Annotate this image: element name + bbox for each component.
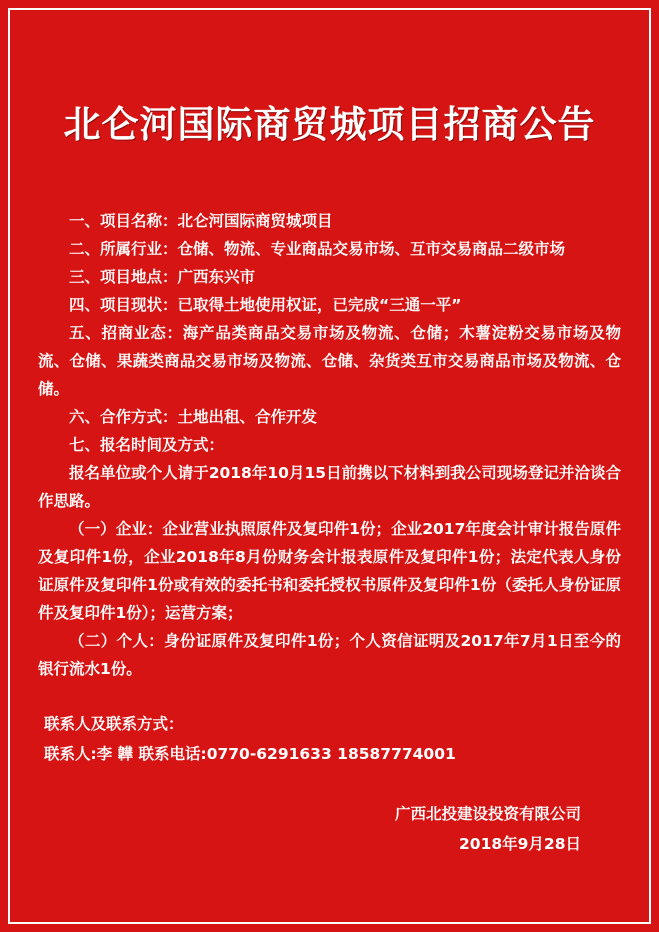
paragraph-registration-detail: 报名单位或个人请于2018年10月15日前携以下材料到我公司现场登记并洽谈合作思路。 [38, 464, 621, 511]
paragraph-business-types: 五、招商业态：海产品类商品交易市场及物流、仓储；木薯淀粉交易市场及物流、仓储、果蔬类商品交易市场及物流、仓储、杂货类互市交易商品市场及物流、仓储。 [38, 324, 621, 399]
poster-content [8, 8, 651, 924]
signature-company: 广西北投建设投资有限公司 [394, 805, 581, 824]
paragraph-industry: 二、所属行业：仓储、物流、专业商品交易市场、互市交易商品二级市场 [69, 240, 566, 259]
contact-details: 联系人:李 韡 联系电话:0770-6291633 18587774001 [44, 745, 456, 764]
paragraph-status: 四、项目现状：已取得土地使用权证，已完成“三通一平” [69, 296, 462, 315]
signature-section [38, 799, 621, 859]
contact-section [38, 709, 621, 769]
paragraph-location: 三、项目地点：广西东兴市 [69, 268, 256, 287]
announcement-body [38, 207, 621, 683]
page-title: 北仑河国际商贸城项目招商公告 [63, 103, 596, 146]
paragraph-individual-materials: （二）个人：身份证原件及复印件1份；个人资信证明及2017年7月1日至今的银行流水1份。 [38, 632, 621, 679]
paragraph-cooperation: 六、合作方式：土地出租、合作开发 [69, 408, 318, 427]
paragraph-registration-heading: 七、报名时间及方式： [69, 436, 225, 455]
paragraph-project-name: 一、项目名称：北仑河国际商贸城项目 [69, 212, 333, 231]
signature-date: 2018年9月28日 [459, 835, 581, 854]
paragraph-enterprise-materials: （一）企业：企业营业执照原件及复印件1份；企业2017年度会计审计报告原件及复印件1份，企业2018年8月份财务会计报表原件及复印件1份；法定代表人身份证原件及复印件1份或有效的委托书和委托授权书原件及复印件1份（委托人身份证原件及复印件1份）；运营方案； [38, 520, 621, 623]
contact-heading: 联系人及联系方式： [44, 715, 184, 734]
